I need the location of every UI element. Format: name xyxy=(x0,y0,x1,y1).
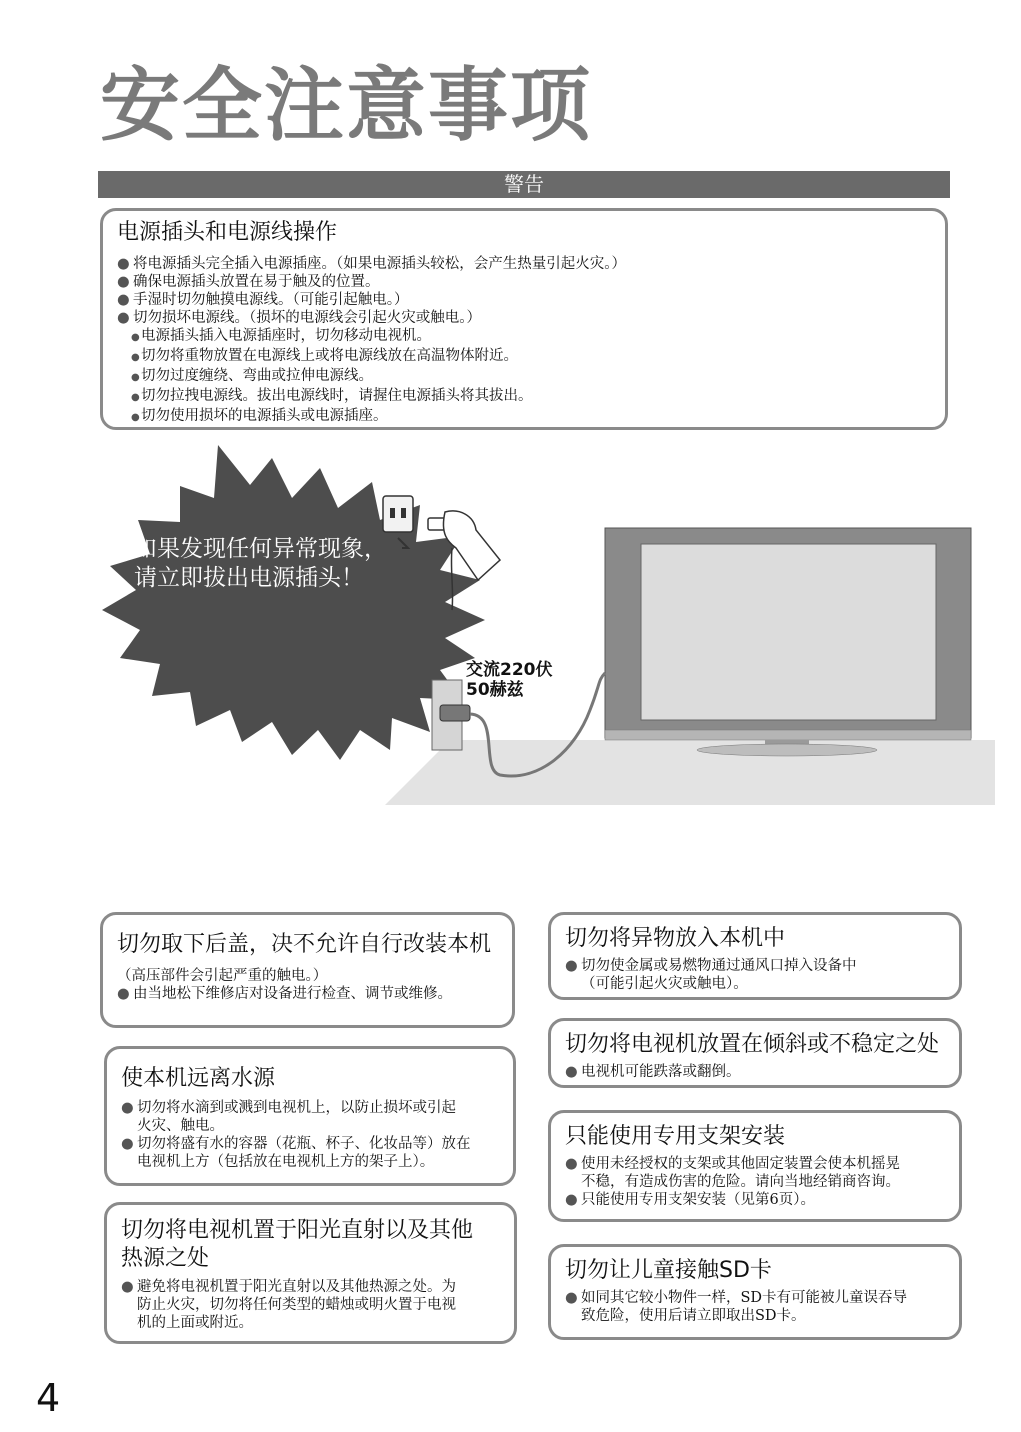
list-item-cont: 防止火灾，切勿将任何类型的蜡烛或明火置于电视 xyxy=(137,1297,456,1313)
list-item: ● 使用未经授权的支架或其他固定装置会使本机摇晃 xyxy=(565,1155,900,1172)
stand-box xyxy=(548,1110,962,1222)
bullet-dot: ● xyxy=(131,331,140,343)
list-sub-item: ●切勿使用损坏的电源插头或电源插座。 xyxy=(117,407,931,427)
bullet-dot: ● xyxy=(131,411,140,423)
wall-socket-icon xyxy=(383,496,413,532)
list-item: ● 确保电源插头放置在易于触及的位置。 xyxy=(117,273,380,290)
list-item-cont: 火灾、触电。 xyxy=(137,1117,224,1134)
bullet-dot: ● xyxy=(117,309,130,326)
bullet-dot: ● xyxy=(131,391,140,403)
list-item: ● 切勿将水滴到或溅到电视机上，以防止损坏或引起 xyxy=(121,1099,456,1116)
tilt-heading: 切勿将电视机放置在倾斜或不稳定之处 xyxy=(565,1032,940,1057)
foreign-object-heading: 切勿将异物放入本机中 xyxy=(565,926,786,951)
list-sub-item: ●切勿过度缠绕、弯曲或拉伸电源线。 xyxy=(117,367,931,387)
list-item: ● 如同其它较小物件一样，SD卡有可能被儿童误吞导 xyxy=(565,1289,908,1306)
power-cord-heading: 电源插头和电源线操作 xyxy=(117,220,338,245)
illustration xyxy=(0,430,1021,830)
bullet-dot: ● xyxy=(565,1155,578,1172)
power-plug-icon xyxy=(432,680,470,750)
bullet-dot: ● xyxy=(565,957,578,974)
list-sub-item: ●电源插头插入电源插座时，切勿移动电视机。 xyxy=(117,327,931,347)
list-item-cont: （可能引起火灾或触电）。 xyxy=(581,975,748,992)
tv-icon xyxy=(605,528,971,756)
list-sub-item: ●切勿将重物放置在电源线上或将电源线放在高温物体附近。 xyxy=(117,347,931,367)
stand-heading: 只能使用专用支架安装 xyxy=(565,1124,786,1149)
list-item: ● 只能使用专用支架安装（见第6页）。 xyxy=(565,1191,815,1208)
bullet-dot: ● xyxy=(121,1279,134,1295)
bullet-dot: ● xyxy=(117,985,130,1002)
bullet-dot: ● xyxy=(565,1191,578,1208)
sunlight-box xyxy=(104,1202,517,1344)
list-sub-item: ●切勿拉拽电源线。拔出电源线时，请握住电源插头将其拔出。 xyxy=(117,387,931,407)
page-number: 4 xyxy=(36,1376,61,1420)
power-cord-box xyxy=(100,208,948,430)
ac-power-label: 交流220伏 50赫兹 xyxy=(466,660,553,700)
list-item-cont: 不稳，有造成伤害的危险。请向当地经销商咨询。 xyxy=(581,1173,900,1190)
bullet-dot: ● xyxy=(131,351,140,363)
water-box xyxy=(104,1046,516,1186)
bullet-dot: ● xyxy=(565,1289,578,1306)
floor-surface xyxy=(385,740,995,805)
sd-card-heading: 切勿让儿童接触SD卡 xyxy=(565,1258,772,1283)
list-item: ● 避免将电视机置于阳光直射以及其他热源之处。为 xyxy=(121,1279,456,1295)
bullet-dot: ● xyxy=(117,291,130,308)
list-item: ● 切勿使金属或易燃物通过通风口掉入设备中 xyxy=(565,957,857,974)
list-item: ● 电视机可能跌落或翻倒。 xyxy=(565,1063,741,1080)
list-item: ● 切勿将盛有水的容器（花瓶、杯子、化妆品等）放在 xyxy=(121,1135,471,1152)
sunlight-heading-1: 切勿将电视机置于阳光直射以及其他 xyxy=(121,1218,474,1243)
bullet-dot: ● xyxy=(121,1099,134,1116)
foreign-object-box xyxy=(548,912,962,1000)
list-item-cont: 致危险，使用后请立即取出SD卡。 xyxy=(581,1307,806,1324)
power-cord-list xyxy=(117,255,931,427)
sunlight-heading-2: 热源之处 xyxy=(121,1245,210,1271)
bullet-dot: ● xyxy=(117,273,130,290)
tilt-box xyxy=(548,1018,962,1088)
list-item: ● 手湿时切勿触摸电源线。（可能引起触电。） xyxy=(117,291,409,308)
bullet-dot: ● xyxy=(117,255,130,272)
cover-note: （高压部件会引起严重的触电。） xyxy=(117,967,328,984)
bullet-dot: ● xyxy=(565,1063,578,1080)
bullet-dot: ● xyxy=(131,371,140,383)
burst-shape xyxy=(102,445,485,760)
warning-bar: 警告 xyxy=(98,171,950,198)
bullet-dot: ● xyxy=(121,1135,134,1152)
list-item: ● 由当地松下维修店对设备进行检查、调节或维修。 xyxy=(117,985,452,1002)
list-item-cont: 电视机上方（包括放在电视机上方的架子上）。 xyxy=(137,1153,435,1170)
sd-card-box xyxy=(548,1244,962,1340)
cover-box xyxy=(100,912,515,1028)
water-heading: 使本机远离水源 xyxy=(121,1066,276,1091)
burst-warning-text: 如果发现任何异常现象， 请立即拔出电源插头！ xyxy=(134,536,387,591)
list-item: ● 切勿损坏电源线。（损坏的电源线会引起火灾或触电。） xyxy=(117,309,481,326)
cover-heading: 切勿取下后盖，决不允许自行改装本机 xyxy=(117,932,492,957)
list-item: ● 将电源插头完全插入电源插座。（如果电源插头较松，会产生热量引起火灾。） xyxy=(117,255,626,272)
list-item-cont: 机的上面或附近。 xyxy=(137,1315,253,1331)
page-title: 安全注意事项 xyxy=(100,59,592,152)
